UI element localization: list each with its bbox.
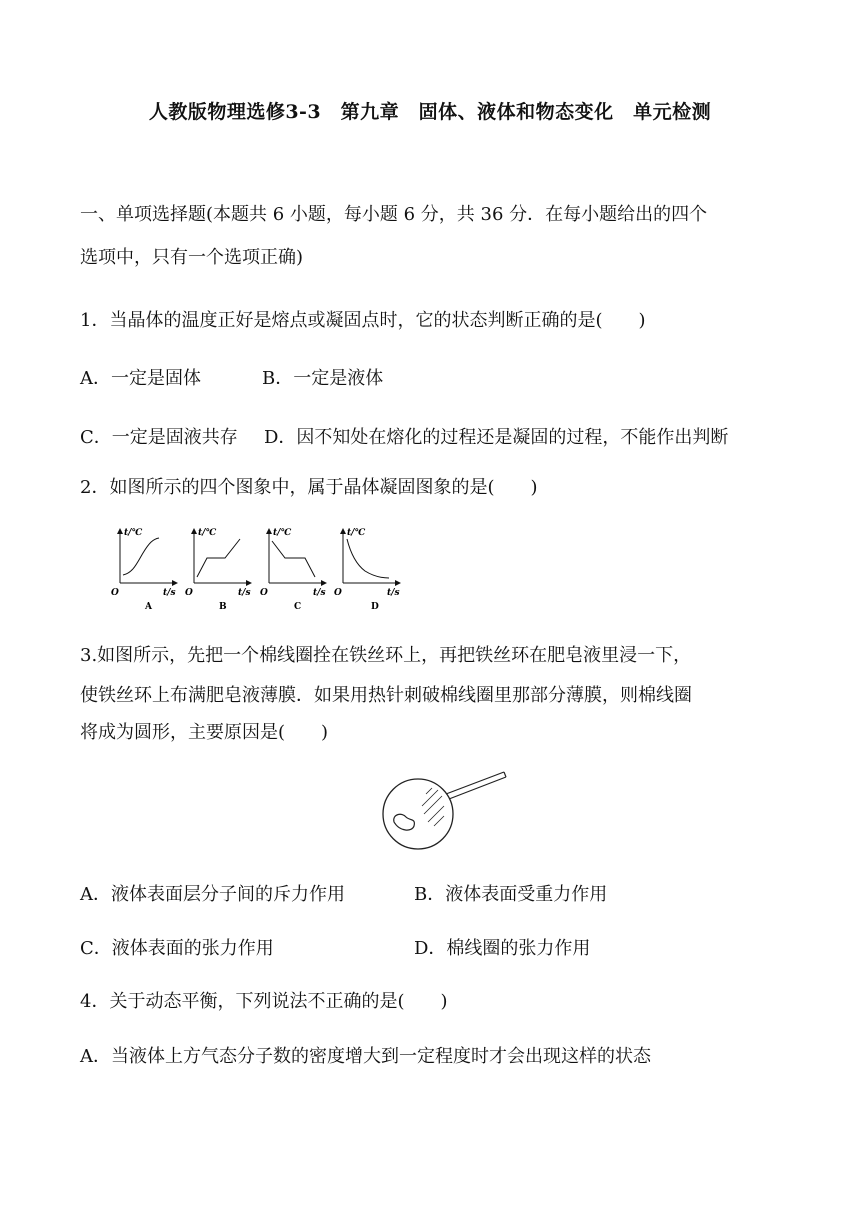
graph-d-x-label: t/s xyxy=(387,588,400,598)
graph-c-letter: C xyxy=(294,602,302,612)
film-glare-5 xyxy=(434,816,444,826)
q3-stem-line2: 使铁丝环上布满肥皂液薄膜．如果用热针刺破棉线圈里那部分薄膜，则棉线圈 xyxy=(80,685,692,706)
graph-c xyxy=(260,528,326,612)
q1-stem: 1．当晶体的温度正好是熔点或凝固点时，它的状态判断正确的是( ) xyxy=(80,310,646,331)
film-glare-1 xyxy=(426,788,432,794)
graph-d-y-label: t/℃ xyxy=(347,528,366,538)
graph-b-curve xyxy=(197,539,240,577)
graph-d-origin: O xyxy=(334,588,342,598)
graph-d xyxy=(334,528,400,612)
graph-c-x-label: t/s xyxy=(313,588,326,598)
q3-stem-line1: 3.如图所示，先把一个棉线圈拴在铁丝环上，再把铁丝环在肥皂液里浸一下， xyxy=(80,645,692,666)
graph-b-letter: B xyxy=(219,602,227,612)
q4-option-a: A．当液体上方气态分子数的密度增大到一定程度时才会出现这样的状态 xyxy=(80,1046,651,1067)
graph-a xyxy=(111,528,176,612)
section-heading-line1: 一、单项选择题(本题共 6 小题，每小题 6 分，共 36 分．在每小题给出的四个 xyxy=(80,204,708,225)
q1-option-a: A．一定是固体 xyxy=(80,368,201,389)
wire-handle-end xyxy=(504,772,506,777)
film-glare-3 xyxy=(424,796,442,814)
wire-handle-bottom xyxy=(449,777,506,799)
graph-c-curve xyxy=(272,541,315,577)
page-title: 人教版物理选修3-3 第九章 固体、液体和物态变化 单元检测 xyxy=(148,101,712,123)
graph-d-curve xyxy=(347,539,389,578)
graph-d-letter: D xyxy=(371,602,379,612)
graph-b xyxy=(185,528,251,612)
cotton-thread-loop xyxy=(394,814,415,830)
q4-stem: 4．关于动态平衡，下列说法不正确的是( ) xyxy=(80,991,448,1012)
graph-c-y-label: t/℃ xyxy=(273,528,292,538)
q3-option-d: D．棉线圈的张力作用 xyxy=(414,938,591,959)
q3-option-a: A．液体表面层分子间的斥力作用 xyxy=(80,884,345,905)
graph-a-curve xyxy=(123,538,159,575)
graph-b-y-label: t/℃ xyxy=(198,528,217,538)
q1-option-d: D．因不知处在熔化的过程还是凝固的过程，不能作出判断 xyxy=(264,427,729,448)
q3-stem-line3: 将成为圆形，主要原因是( ) xyxy=(80,722,329,743)
graph-a-x-label: t/s xyxy=(163,588,176,598)
q2-stem: 2．如图所示的四个图象中，属于晶体凝固图象的是( ) xyxy=(80,477,538,498)
q2-graphs-figure xyxy=(105,525,415,620)
wire-handle-top xyxy=(446,772,504,794)
film-glare-2 xyxy=(422,790,438,806)
graph-c-origin: O xyxy=(260,588,268,598)
q3-option-b: B．液体表面受重力作用 xyxy=(414,884,608,905)
q1-option-b: B．一定是液体 xyxy=(262,368,384,389)
film-glare-4 xyxy=(428,806,444,822)
section-heading-line2: 选项中，只有一个选项正确) xyxy=(80,247,304,268)
graph-b-origin: O xyxy=(185,588,193,598)
q1-option-c: C．一定是固液共存 xyxy=(80,427,238,448)
graph-a-letter: A xyxy=(145,602,152,612)
q3-option-c: C．液体表面的张力作用 xyxy=(80,938,274,959)
graph-a-origin: O xyxy=(111,588,119,598)
wire-ring xyxy=(383,779,453,849)
graph-b-x-label: t/s xyxy=(238,588,251,598)
q3-wire-ring-figure xyxy=(378,770,510,856)
graph-a-y-label: t/℃ xyxy=(124,528,143,538)
